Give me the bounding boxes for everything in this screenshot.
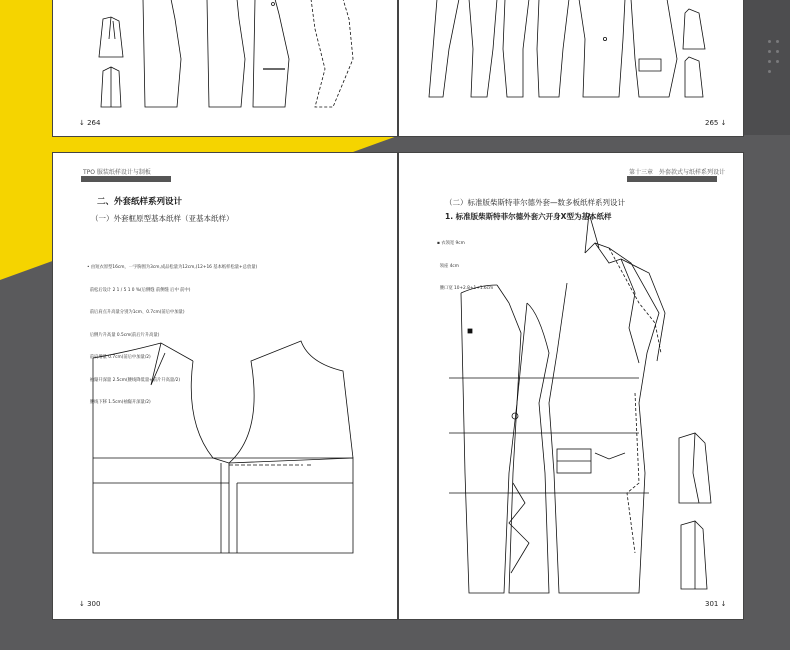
chesterfield-pattern-drawing (399, 153, 745, 621)
subsection-title: （一）外套框原型基本纸样（亚基本纸样） (91, 214, 234, 223)
note-line: 前肩增量 0.7cm(前后中加量/2) (87, 355, 151, 360)
basic-pattern-drawing (53, 153, 399, 621)
decorative-dot (776, 50, 779, 53)
note-line: 领座 4cm (437, 263, 459, 269)
note-line: 前后肩点升高量分别为1cm、0.7cm(前后中加量) (87, 310, 185, 315)
note-line: • 由短衣原型16cm，一字胸围为3cm,成品松量为12cm,(12+16 基本纸样松量+总放量) (87, 265, 258, 270)
running-header: 第十三章 外套款式与纸样系列设计 (629, 169, 726, 176)
note-line: 前松后设计 2 1 / 5 1 0 %(后侧缝 前侧缝 后中 前中) (87, 287, 191, 293)
decorative-dot (776, 60, 779, 63)
pattern-drawing-top-left (53, 0, 399, 138)
page-number: ↓ 300 (79, 600, 101, 608)
note-line: ▪ 衣领宽 9cm (437, 241, 465, 246)
page-top-right (398, 0, 744, 137)
page-number: 265 ↓ (705, 119, 727, 127)
pattern-drawing-top-right (399, 0, 745, 138)
decorative-dot (768, 60, 771, 63)
page-number: 301 ↓ (705, 600, 727, 608)
decorative-dot (768, 40, 771, 43)
note-line: 袖窿开深量 2.5cm(腰线降低量+前片升高量/2) (87, 377, 181, 383)
note-line: 腰口宽 10+2.8+1+1.6cm (437, 286, 494, 291)
page-bottom-left (52, 152, 398, 620)
decorative-dot (776, 40, 779, 43)
figure-title: 1. 标准版柴斯特菲尔德外套六开身X型为基本纸样 (445, 212, 612, 221)
section-title: 二、外套纸样系列设计 (97, 197, 183, 207)
note-line: 腰线下移 1.5cm(袖窿开深量/2) (87, 400, 151, 405)
decorative-dot (768, 70, 771, 73)
page-number: ↓ 264 (79, 119, 101, 127)
subsection-title: （二）标准版柴斯特菲尔德外套—数多板纸样系列设计 (445, 198, 625, 207)
note-line: 后侧片升高量 0.5cm(前后片升高量) (87, 332, 160, 338)
decorative-dot (768, 50, 771, 53)
page-bottom-right (398, 152, 744, 620)
page-top-left (52, 0, 398, 137)
running-header: TPO 服装纸样设计与制板 (83, 169, 151, 176)
